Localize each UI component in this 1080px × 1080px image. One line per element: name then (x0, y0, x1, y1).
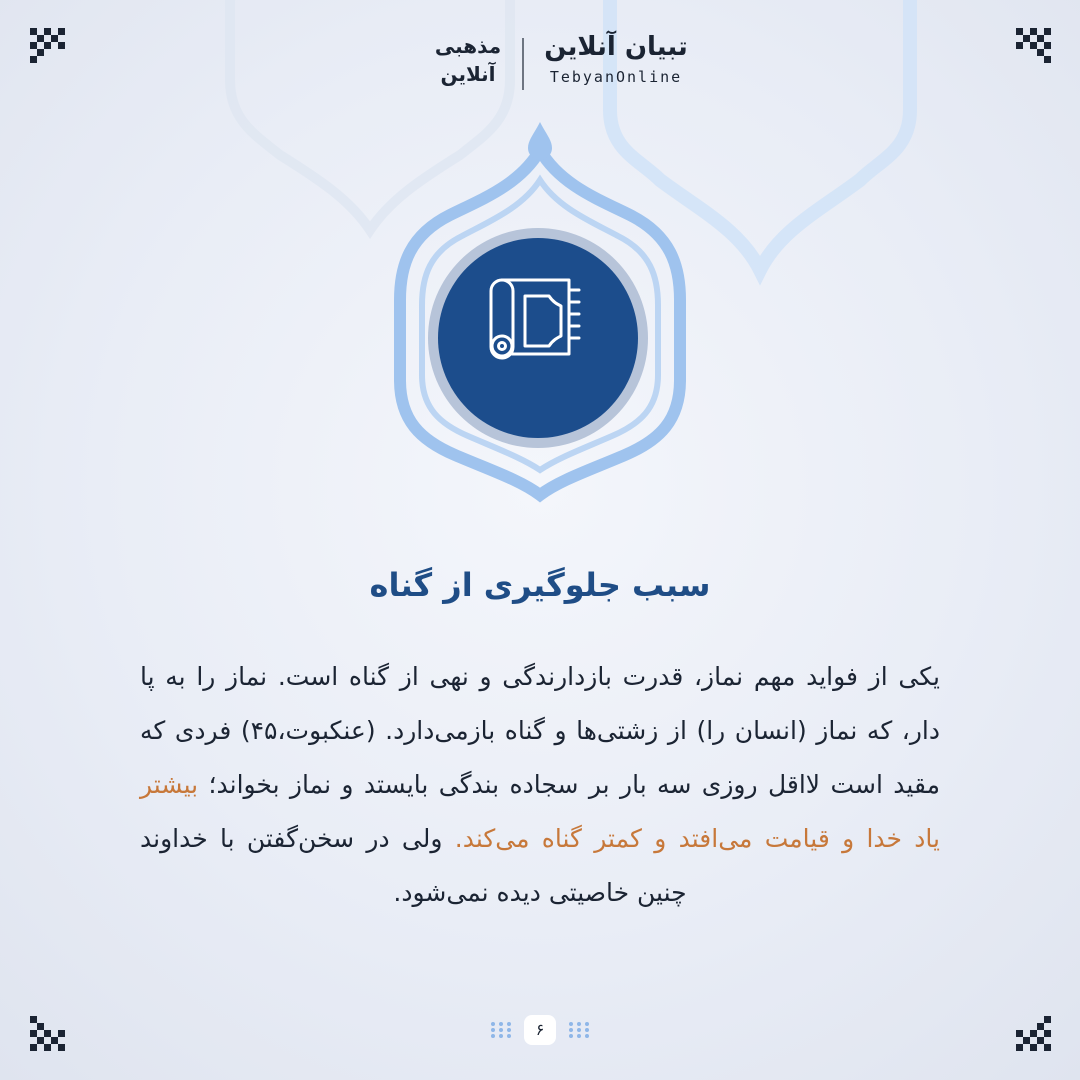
logo-tebyan-persian: تبیان آنلاین (544, 32, 688, 62)
logo-tebyan-latin: TebyanOnline (549, 68, 683, 86)
body-highlight: بیشتر یاد خدا و قیامت می‌افتد و کمتر گناه می‌کند. (140, 770, 940, 853)
prayer-rug-icon (483, 274, 593, 384)
page-title: سبب جلوگیری از گناه (369, 566, 711, 604)
page-number: ۶ (524, 1015, 556, 1045)
page-indicator (488, 1015, 592, 1045)
brand-logo (420, 30, 700, 100)
corner-dots-bottom-left-icon (26, 1012, 70, 1056)
body-paragraph (140, 650, 940, 920)
body-text-part1: یکی از فواید مهم نماز، قدرت بازدارندگی و نهی از گناه است. نماز را به پا دار، که نماز (انسان را) از زشتی‌ها و گناه بازمی‌دارد. (عنکبوت،۴۵) فردی که مقید است لااقل روزی سه بار بر سجاده بندگی بایستد و نماز بخواند؛ (140, 662, 940, 799)
corner-dots-top-left-icon (26, 24, 70, 68)
body-text-part2: ولی در سخن‌گفتن با خداوند چنین خاصیتی دیده نمی‌شود. (140, 824, 687, 907)
dots-left-icon (490, 1021, 512, 1039)
logo-separator (522, 38, 524, 90)
corner-dots-top-right-icon (1012, 24, 1056, 68)
logo-mazhabi-line1: مذهبی (434, 34, 502, 58)
corner-dots-bottom-right-icon (1012, 1012, 1056, 1056)
dots-right-icon (568, 1021, 590, 1039)
icon-badge (438, 238, 638, 438)
logo-mazhabi-line2: آنلاین (440, 62, 496, 86)
